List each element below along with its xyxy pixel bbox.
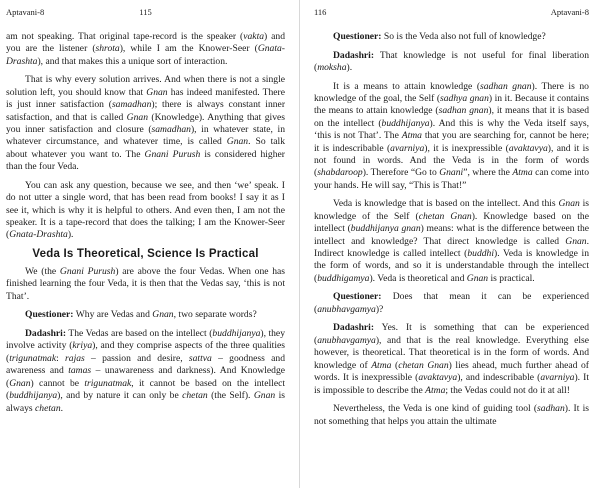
text-segment: that you are searching for, cannot be here; it is indescribable (: [314, 130, 590, 154]
left-page-header: [6, 4, 285, 20]
paragraph: [314, 291, 589, 316]
text-segment: Why are Vedas and: [73, 309, 153, 321]
italic-term: Gnan: [226, 136, 249, 148]
italic-term: Gnani: [439, 167, 464, 179]
italic-term: avarniya: [390, 142, 425, 154]
italic-term: buddhijanya: [9, 390, 58, 402]
text-segment: That is why every solution arrives. And when there is not a single solution left, you should know that: [6, 74, 285, 98]
text-segment: . Indirect knowledge is called intellect (: [314, 235, 589, 260]
text-segment: , it cannot be based on the intellect (: [6, 377, 285, 402]
italic-term: Gnan: [152, 309, 174, 321]
text-segment: ), in whatever state, in whatever circumstance, and whatever time, is called: [6, 124, 285, 148]
left-page-number: 115: [139, 7, 152, 17]
text-segment: :: [56, 352, 66, 364]
text-segment: is knowledge of the Self (: [314, 198, 589, 222]
speaker-label: Dadashri:: [333, 322, 375, 334]
paragraph: [6, 31, 285, 68]
italic-term: Atma: [371, 359, 392, 371]
italic-term: sadhan gnan: [480, 80, 532, 92]
italic-term: Gnan: [466, 272, 489, 284]
text-segment: ), and that is the real knowledge. Everything else however, is theoretical. That theoretical is in the form of words. And knowledge of: [314, 334, 589, 371]
paragraph: [314, 403, 589, 428]
text-segment: ), and that makes this a unique sort of interaction.: [37, 55, 228, 67]
text-segment: ). Veda is knowledge in the form of words, and so it is understandable through the intellect (: [314, 248, 589, 284]
italic-term: Gnani Purush: [144, 148, 201, 160]
paragraph: [6, 74, 285, 173]
italic-term: Gnata-Drashta: [9, 229, 68, 241]
italic-term: trigunatmak: [84, 377, 132, 389]
paragraph: [314, 81, 589, 193]
text-segment: – goodness and awareness and: [6, 352, 285, 377]
text-segment: – unawareness and darkness). And Knowledge (: [6, 365, 285, 389]
text-segment: , two separate words?: [173, 309, 257, 321]
text-segment: (the Self).: [207, 390, 254, 402]
text-segment: has indeed manifested. There is just inner satisfaction (: [6, 86, 285, 111]
text-segment: . So talk about whatever you want to. The: [6, 136, 285, 160]
speaker-label: Dadashri:: [25, 328, 67, 340]
text-segment: ). It is not something that helps you attain the ultimate: [314, 403, 589, 427]
text-segment: ) cannot be: [30, 377, 85, 389]
italic-term: Atma: [401, 130, 422, 142]
text-segment: ), and it is not found in words. And the Veda is in the form of words (: [314, 142, 590, 179]
speaker-label: Dadashri:: [333, 49, 375, 61]
speaker-label: Questioner:: [25, 309, 74, 321]
section-heading: Veda Is Theoretical, Science Is Practical: [32, 248, 259, 261]
speaker-label: Questioner:: [333, 31, 382, 42]
text-segment: (Knowledge). Anything that gives you inner satisfaction and closure (: [6, 111, 285, 136]
text-segment: am not speaking. That original tape-record is the speaker (: [6, 31, 244, 42]
paragraph: [314, 31, 589, 43]
text-segment: ). There is no knowledge of the goal, the Self (: [314, 80, 589, 104]
text-segment: is considered higher than the four Veda.: [6, 148, 285, 173]
italic-term: buddhijanya gnan: [350, 223, 421, 235]
text-segment: Veda is knowledge that is based on the intellect. And this: [333, 198, 559, 210]
text-segment: is practical.: [488, 272, 535, 284]
italic-term: vakta: [243, 31, 265, 42]
left-running-title: Aptavani-8: [6, 7, 45, 17]
text-segment: ), it is inexpressible (: [424, 142, 509, 154]
left-paragraphs-bottom: [6, 266, 285, 415]
text-segment: ).: [346, 62, 353, 73]
italic-term: buddhijanya: [381, 117, 430, 129]
italic-term: Gnan: [565, 235, 587, 247]
text-segment: ), and by nature it can only be: [57, 390, 183, 402]
right-running-title: Aptavani-8: [550, 7, 589, 17]
text-segment: can come into your hands. He will say, “This is That!”: [314, 167, 589, 191]
text-segment: ) in it. Because it contains the means to attain knowledge (: [314, 93, 589, 117]
text-segment: ) and you are the listener (: [6, 31, 285, 55]
italic-term: Gnan: [146, 86, 168, 98]
italic-term: kriya: [72, 340, 93, 352]
text-segment: (: [391, 359, 399, 371]
text-segment: )?: [375, 303, 384, 315]
text-segment: ), it means that it is based on the intellect (: [314, 105, 589, 129]
italic-term: sadhya gnan: [440, 93, 489, 104]
italic-term: samadhan: [151, 124, 191, 136]
paragraph: [314, 322, 589, 396]
right-page-header: [314, 4, 589, 20]
italic-term: Gnan: [9, 377, 31, 389]
italic-term: moksha: [317, 62, 347, 73]
italic-term: rajas: [65, 352, 85, 364]
italic-term: sadhan gnan: [438, 105, 489, 117]
italic-term: shabdaroop: [317, 167, 363, 179]
text-segment: ) means: what is the difference between the intellect and knowledge? That direct knowledge is called: [314, 223, 589, 247]
paragraph: [6, 266, 285, 303]
left-paragraphs-top: [6, 31, 285, 242]
italic-term: Gnan: [253, 390, 276, 402]
paragraph: [6, 328, 285, 415]
paragraph: [314, 198, 589, 285]
text-segment: ).: [67, 229, 74, 241]
text-segment: ), and indescribable (: [457, 372, 541, 384]
text-segment: That knowledge is not useful for final liberation (: [314, 49, 589, 73]
right-page: [300, 0, 599, 488]
italic-term: Gnan: [558, 198, 580, 210]
italic-term: chetan Gnan: [398, 359, 449, 371]
italic-term: buddhi: [467, 248, 495, 260]
text-segment: You can ask any question, because we see, and then ‘we’ speak. I do not utter a single word, that has been read from books! I say it as I see it, which is why it is helpful to others. And even then, I am not the speaker. It is a tape-record that does the talking; I am the Knower-Seer (: [6, 179, 285, 241]
text-segment: ). Therefore “Go to: [362, 167, 440, 179]
text-segment: The Vedas are based on the intellect (: [66, 328, 213, 340]
text-segment: ); there is always constant inner satisfaction, and that is called: [6, 99, 286, 123]
italic-term: chetan: [182, 390, 208, 402]
speaker-label: Questioner:: [333, 291, 382, 303]
text-segment: Nevertheless, the Veda is one kind of guiding tool (: [333, 403, 538, 415]
italic-term: sadhan: [537, 403, 565, 415]
text-segment: We (the: [25, 266, 60, 278]
italic-term: Atma: [512, 167, 533, 179]
italic-term: anubhavgamya: [317, 303, 376, 315]
italic-term: shrota: [95, 43, 120, 55]
text-segment: ). And this is why the Veda itself says, ‘this is not That’. The: [314, 117, 589, 142]
text-segment: It is a means to attain knowledge (: [333, 80, 481, 92]
italic-term: Atma: [425, 384, 446, 396]
italic-term: Gnata-Drashta: [6, 43, 285, 67]
italic-term: trigunatmak: [9, 352, 57, 364]
text-segment: ; the Vedas could not do it at all!: [445, 384, 570, 396]
italic-term: Gnani Purush: [59, 266, 116, 278]
paragraph: [6, 180, 285, 242]
text-segment: – passion and desire,: [84, 352, 189, 364]
italic-term: avarniya: [540, 372, 575, 384]
italic-term: avaktavya: [418, 372, 458, 384]
italic-term: sattva: [188, 352, 212, 364]
italic-term: chetan: [35, 402, 61, 414]
text-segment: ”, where the: [463, 167, 513, 179]
text-segment: ) lies ahead, much further ahead of words. It is inexpressible (: [314, 359, 590, 384]
text-segment: .: [60, 402, 64, 414]
text-segment: is always: [6, 390, 285, 414]
left-page: [0, 0, 299, 488]
text-segment: ), and they comprise aspects of the three qualities (: [6, 340, 285, 364]
italic-term: anubhavgamya: [317, 334, 376, 346]
paragraph: [6, 309, 285, 321]
text-segment: Yes. It is something that can be experienced (: [314, 322, 589, 346]
text-segment: ), they involve activity (: [6, 328, 285, 352]
italic-term: buddhigamya: [317, 272, 370, 284]
right-page-number: 116: [314, 7, 327, 17]
text-segment: Does that mean it can be experienced (: [314, 291, 589, 315]
italic-term: Gnan: [126, 111, 148, 123]
text-segment: So is the Veda also not full of knowledge?: [381, 31, 546, 42]
right-paragraphs: [314, 31, 589, 428]
italic-term: tamas: [68, 365, 92, 377]
text-segment: ) are above the four Vedas. When one has finished learning the four Veda, it is then that the Vedas say, ‘this is not That’.: [6, 266, 286, 302]
italic-term: chetan Gnan: [418, 210, 472, 222]
text-segment: ). Veda is theoretical and: [369, 272, 467, 284]
paragraph: [314, 50, 589, 75]
text-segment: ). It is impossible to describe the: [314, 372, 589, 396]
italic-term: avaktavya: [508, 142, 548, 154]
italic-term: buddhijanya: [212, 328, 261, 340]
text-segment: ). Knowledge based on the intellect (: [314, 210, 589, 235]
text-segment: ), while I am the Knower-Seer (: [119, 43, 258, 55]
left-page-body: [6, 31, 285, 415]
italic-term: samadhan: [111, 99, 152, 111]
right-page-body: [314, 31, 589, 428]
